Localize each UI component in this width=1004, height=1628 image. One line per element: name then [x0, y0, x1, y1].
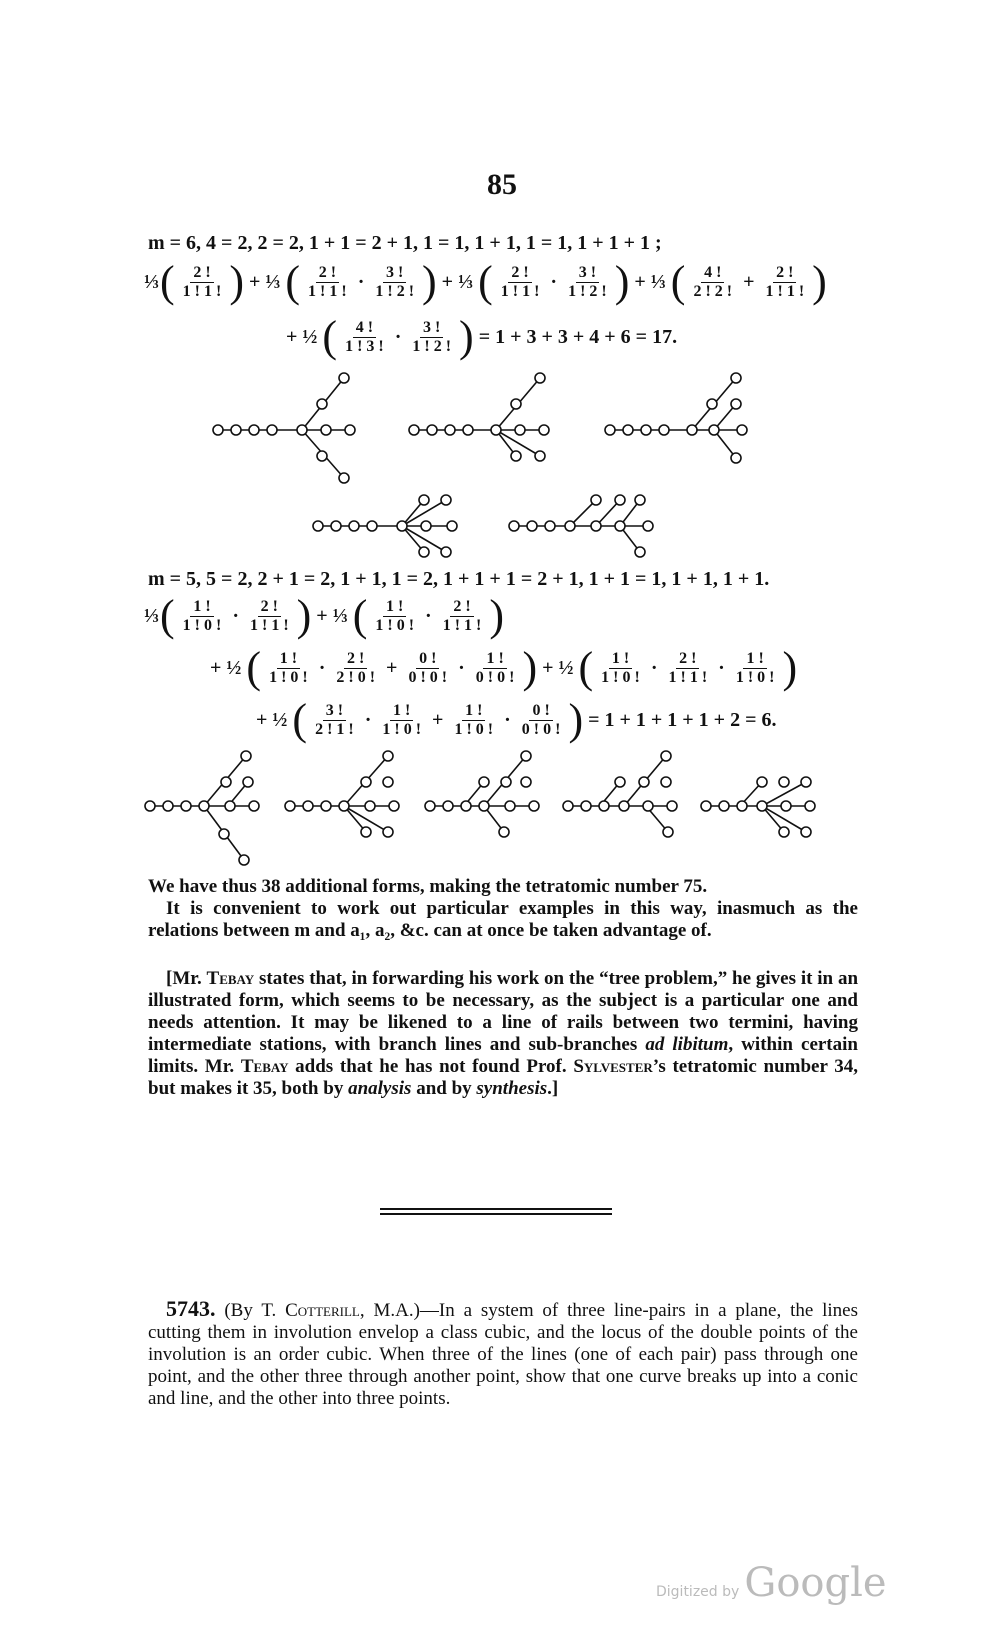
tree-diagram — [605, 373, 747, 463]
tree-diagram — [563, 751, 677, 837]
editor-note: [Mr. Tebay states that, in forwarding his work on the “tree problem,” he gives it in an illustrated form, which seems to be necessary, as the subject is a particular one and needs attention. It may be likened to a line of rails between two termini, having intermediate stations, with branch lines and sub-branches ad libitum, within certain limits. Mr. Tebay adds that he has not found Prof. Sylvester’s tetratomic number 34, but makes it 35, both by analysis and by synthesis.] — [148, 968, 859, 1099]
tree-diagram — [285, 751, 399, 837]
tree-diagrams-m5 — [0, 748, 1004, 868]
formula-m6-result: = 1 + 3 + 3 + 4 + 6 = 17. — [478, 325, 678, 348]
formula-m5-line1: ⅓ ( $\frac{1 !}{1 ! 0 !}$ · $\frac{2 !}{1 ! 1 !}$ ) + ⅓ ( $\frac{1 !}{1 ! 0 !}$ · $\frac{2 !}{1 ! 1 !}$ ) — [144, 591, 504, 640]
tree-diagram — [701, 777, 815, 837]
problem-number: 5743. — [166, 1296, 216, 1321]
digitized-watermark: Digitized by Google — [656, 1560, 887, 1606]
formula-m5-line3: + ½ ( $\frac{3 !}{2 ! 1 !}$ · $\frac{1 !}{1 ! 0 !}$ + $\frac{1 !}{1 ! 0 !}$ · $\frac{0 !}{0 ! 0 !}$ ) = 1 + 1 + 1 + 1 + 2 = 6. — [256, 695, 777, 744]
tree-diagram — [509, 495, 653, 557]
tree-diagrams-m6 — [0, 368, 1004, 568]
tree-diagram — [145, 751, 259, 865]
tree-diagram — [313, 495, 457, 557]
problem-5743: 5743. (By T. Cotterill, M.A.)—In a system of three line-pairs in a plane, the lines cutting them in involution envelop a class cubic, and the locus of the double points of the involution is an order cubic. When three of the lines (one of each pair) pass through one point, and the other three through another point, show that one curve breaks up into a conic and line, and the other into three points. — [148, 1296, 859, 1409]
formula-m6-line2: + ½ ( $\frac{4 !}{1 ! 3 !}$ · $\frac{3 !}{1 ! 2 !}$ ) = 1 + 3 + 3 + 4 + 6 = 17. — [286, 312, 678, 361]
section-divider — [380, 1208, 612, 1210]
remark-paragraph: It is convenient to work out particular examples in this way, inasmuch as the relations between m and a₁, a₂, &c. can at once be taken advantage of. — [148, 898, 858, 941]
page-number: 85 — [487, 168, 517, 201]
tree-diagram — [213, 373, 355, 483]
section-divider — [380, 1213, 612, 1215]
equation-m5: m = 5, 5 = 2, 2 + 1 = 2, 1 + 1, 1 = 2, 1 + 1 + 1 = 2 + 1, 1 + 1 = 1, 1 + 1, 1 + 1. — [148, 568, 770, 590]
formula-m5-line2: + ½ ( $\frac{1 !}{1 ! 0 !}$ · $\frac{2 !}{2 ! 0 !}$ + $\frac{0 !}{0 ! 0 !}$ · $\frac{1 !}{0 ! 0 !}$ ) + ½ ( $\frac{1 !}{1 ! 0 !}$ · $\frac{2 !}{1 ! 1 !}$ · $\frac{1 !}{1 ! 0 !}$ ) — [210, 643, 798, 692]
equation-m6: m = 6, 4 = 2, 2 = 2, 1 + 1 = 2 + 1, 1 = 1, 1 + 1, 1 = 1, 1 + 1 + 1 ; — [148, 232, 662, 254]
formula-m6-line1: ⅓ ( $\frac{2 !}{1 ! 1 !}$ ) + ⅓ ( $\frac{2 !}{1 ! 1 !}$ · $\frac{3 !}{1 ! 2 !}$ ) + ⅓ ( $\frac{2 !}{1 ! 1 !}$ · $\frac{3 !}{1 ! 2 !}$ ) + ⅓ ( $\frac{4 !}{2 ! 2 !}$ + $\frac{2 !}{1 ! 1 !}$ ) — [144, 257, 827, 306]
formula-m5-result: = 1 + 1 + 1 + 1 + 2 = 6. — [588, 708, 777, 731]
tree-diagram — [409, 373, 549, 461]
tree-diagram — [425, 751, 539, 837]
conclusion-paragraph: We have thus 38 additional forms, making the tetratomic number 75. — [148, 876, 708, 897]
